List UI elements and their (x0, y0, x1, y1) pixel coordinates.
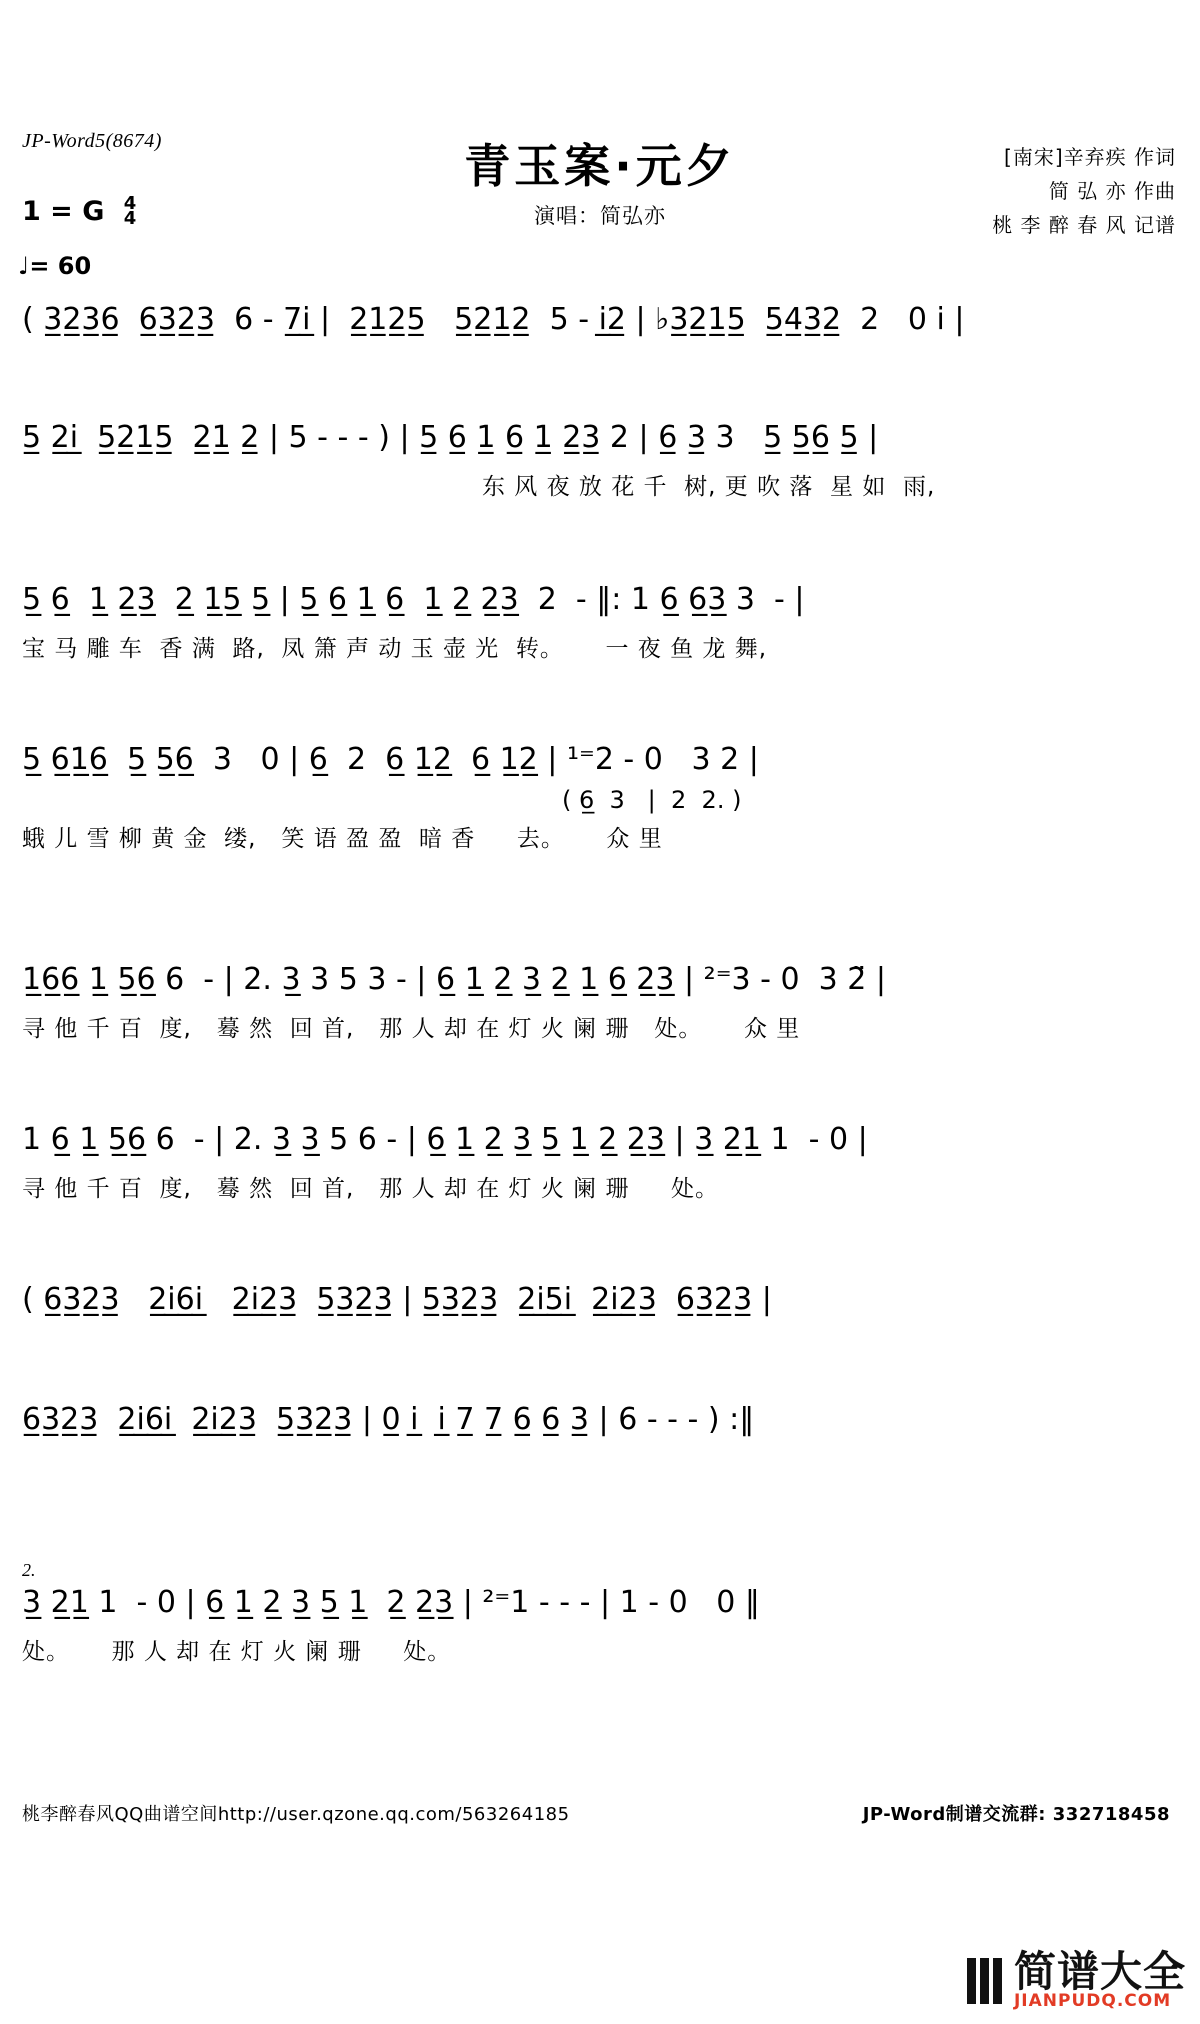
credits-block (992, 140, 1176, 242)
lyrics-line: 东 风 夜 放 花 千 树, 更 吹 落 星 如 雨, (482, 474, 936, 500)
page-title: 青玉案·元夕 (464, 139, 736, 193)
notes-line: ( 3̲2̲3̲6̲ 6̲3̲2̲3̲ 6 - 7̲i̲ | 2̲1̲2̲5̲ 5̲2̲1̲2̲ 5 - i̲2̲ | ♭3̲2̲1̲5̲ 5̲4̲3̲2̲ 2 0 i | (22, 302, 965, 337)
notes-line: 5̲ 6̲1̲6̲ 5̲ 5̲6̲ 3 0 | 6̲ 2 6̲ 1̲2̲ 6̲ 1̲2̲ | ¹⁼2 - 0 3 2 | (22, 742, 759, 777)
music-system-4 (22, 740, 1178, 853)
music-system-9 (22, 1560, 1178, 1666)
notes-line: 1̲6̲6̲ 1̲ 5̲6̲ 6 - | 2. 3̲ 3 5 3 - | 6̲ 1̲ 2̲ 3̲ 2̲ 1̲ 6̲ 2̲3̲ | ²⁼3 - 0 3 2̈ | (22, 962, 887, 997)
lyrics-line: 处。 那 人 却 在 灯 火 阑 珊 处。 (22, 1639, 452, 1665)
music-system-6 (22, 1120, 1178, 1203)
notes-line: 5̲ 6̲ 1̲ 2̲3̲ 2̲ 1̲5̲ 5̲ | 5̲ 6̲ 1̲ 6̲ 1̲ 2̲ 2̲3̲ 2 - ‖: 1 6̲ 6̲3̲ 3 - | (22, 582, 805, 617)
second-ending-label: 2. (22, 1560, 36, 1580)
time-signature-numerator: 4 (123, 192, 137, 214)
tempo-marking: ♩= 60 (18, 252, 92, 280)
notes-line: 6̲3̲2̲3̲ 2̲i̲6̲i̲ 2̲i̲2̲3̲ 5̲3̲2̲3̲ | 0̲ i̲ i̲ 7̲ 7̲ 6̲ 6̲ 3̲ | 6 - - - ) :‖ (22, 1402, 755, 1437)
key-signature (22, 192, 137, 229)
lyrics-line: 蛾 儿 雪 柳 黄 金 缕, 笑 语 盈 盈 暗 香 去。 众 里 (22, 826, 663, 852)
document-id: JP-Word5(8674) (22, 130, 162, 152)
footer-right-text: JP-Word制谱交流群: 332718458 (862, 1804, 1170, 1825)
credit-lyricist: [南宋]辛弃疾 作词 (1004, 145, 1176, 169)
lyrics-line: 寻 他 千 百 度, 蓦 然 回 首, 那 人 却 在 灯 火 阑 珊 处。 众 里 (22, 1016, 801, 1042)
music-system-7 (22, 1280, 1178, 1324)
music-system-5 (22, 960, 1178, 1043)
time-signature (123, 192, 137, 229)
lyrics-line: 宝 马 雕 车 香 满 路, 凤 箫 声 动 玉 壶 光 转。 一 夜 鱼 龙 舞, (22, 636, 768, 662)
music-system-2 (22, 418, 1178, 501)
site-logo (967, 1947, 1186, 2011)
notes-line: 5̲ 2̲i̲ 5̲2̲1̲5̲ 2̲1̲ 2̲ | 5 - - - ) | 5̲ 6̲ 1̲ 6̲ 1̲ 2̲3̲ 2 | 6̲ 3̲ 3 5̲ 5̲6̲ 5̲ | (22, 420, 879, 455)
logo-domain: JIANPUDQ.COM (1013, 1991, 1172, 2011)
ossia-notes: ( 6̲ 3 | 2 2. ) (562, 786, 742, 814)
notes-line: 3̲ 2̲1̲ 1 - 0 | 6̲ 1̲ 2̲ 3̲ 5̲ 1̲ 2̲ 2̲3̲ | ²⁼1 - - - | 1 - 0 0 ‖ (22, 1585, 760, 1620)
notes-line: 1 6̲ 1̲ 5̲6̲ 6 - | 2. 3̲ 3̲ 5 6 - | 6̲ 1̲ 2̲ 3̲ 5̲ 1̲ 2̲ 2̲3̲ | 3̲ 2̲1̲ 1 - 0 | (22, 1122, 868, 1157)
music-system-1 (22, 300, 1178, 344)
music-system-8 (22, 1400, 1178, 1444)
time-signature-denominator: 4 (123, 207, 137, 229)
logo-title: 简谱大全 (1013, 1947, 1186, 1996)
music-system-3 (22, 580, 1178, 663)
logo-bars-icon (967, 1958, 1006, 2004)
notes-line: ( 6̲3̲2̲3̲ 2̲i̲6̲i̲ 2̲i̲2̲3̲ 5̲3̲2̲3̲ | 5̲3̲2̲3̲ 2̲i̲5̲i̲ 2̲i̲2̲3̲ 6̲3̲2̲3̲ | (22, 1282, 772, 1317)
lyrics-line: 寻 他 千 百 度, 蓦 然 回 首, 那 人 却 在 灯 火 阑 珊 处。 (22, 1176, 720, 1202)
credit-composer: 简 弘 亦 作曲 (1048, 179, 1176, 203)
singer-line: 演唱：简弘亦 (534, 204, 666, 228)
key-signature-text: 1 = G (22, 196, 105, 227)
credit-transcriber: 桃 李 醉 春 风 记谱 (992, 213, 1176, 237)
footer-left-text: 桃李醉春风QQ曲谱空间http://user.qzone.qq.com/563264185 (22, 1804, 570, 1825)
